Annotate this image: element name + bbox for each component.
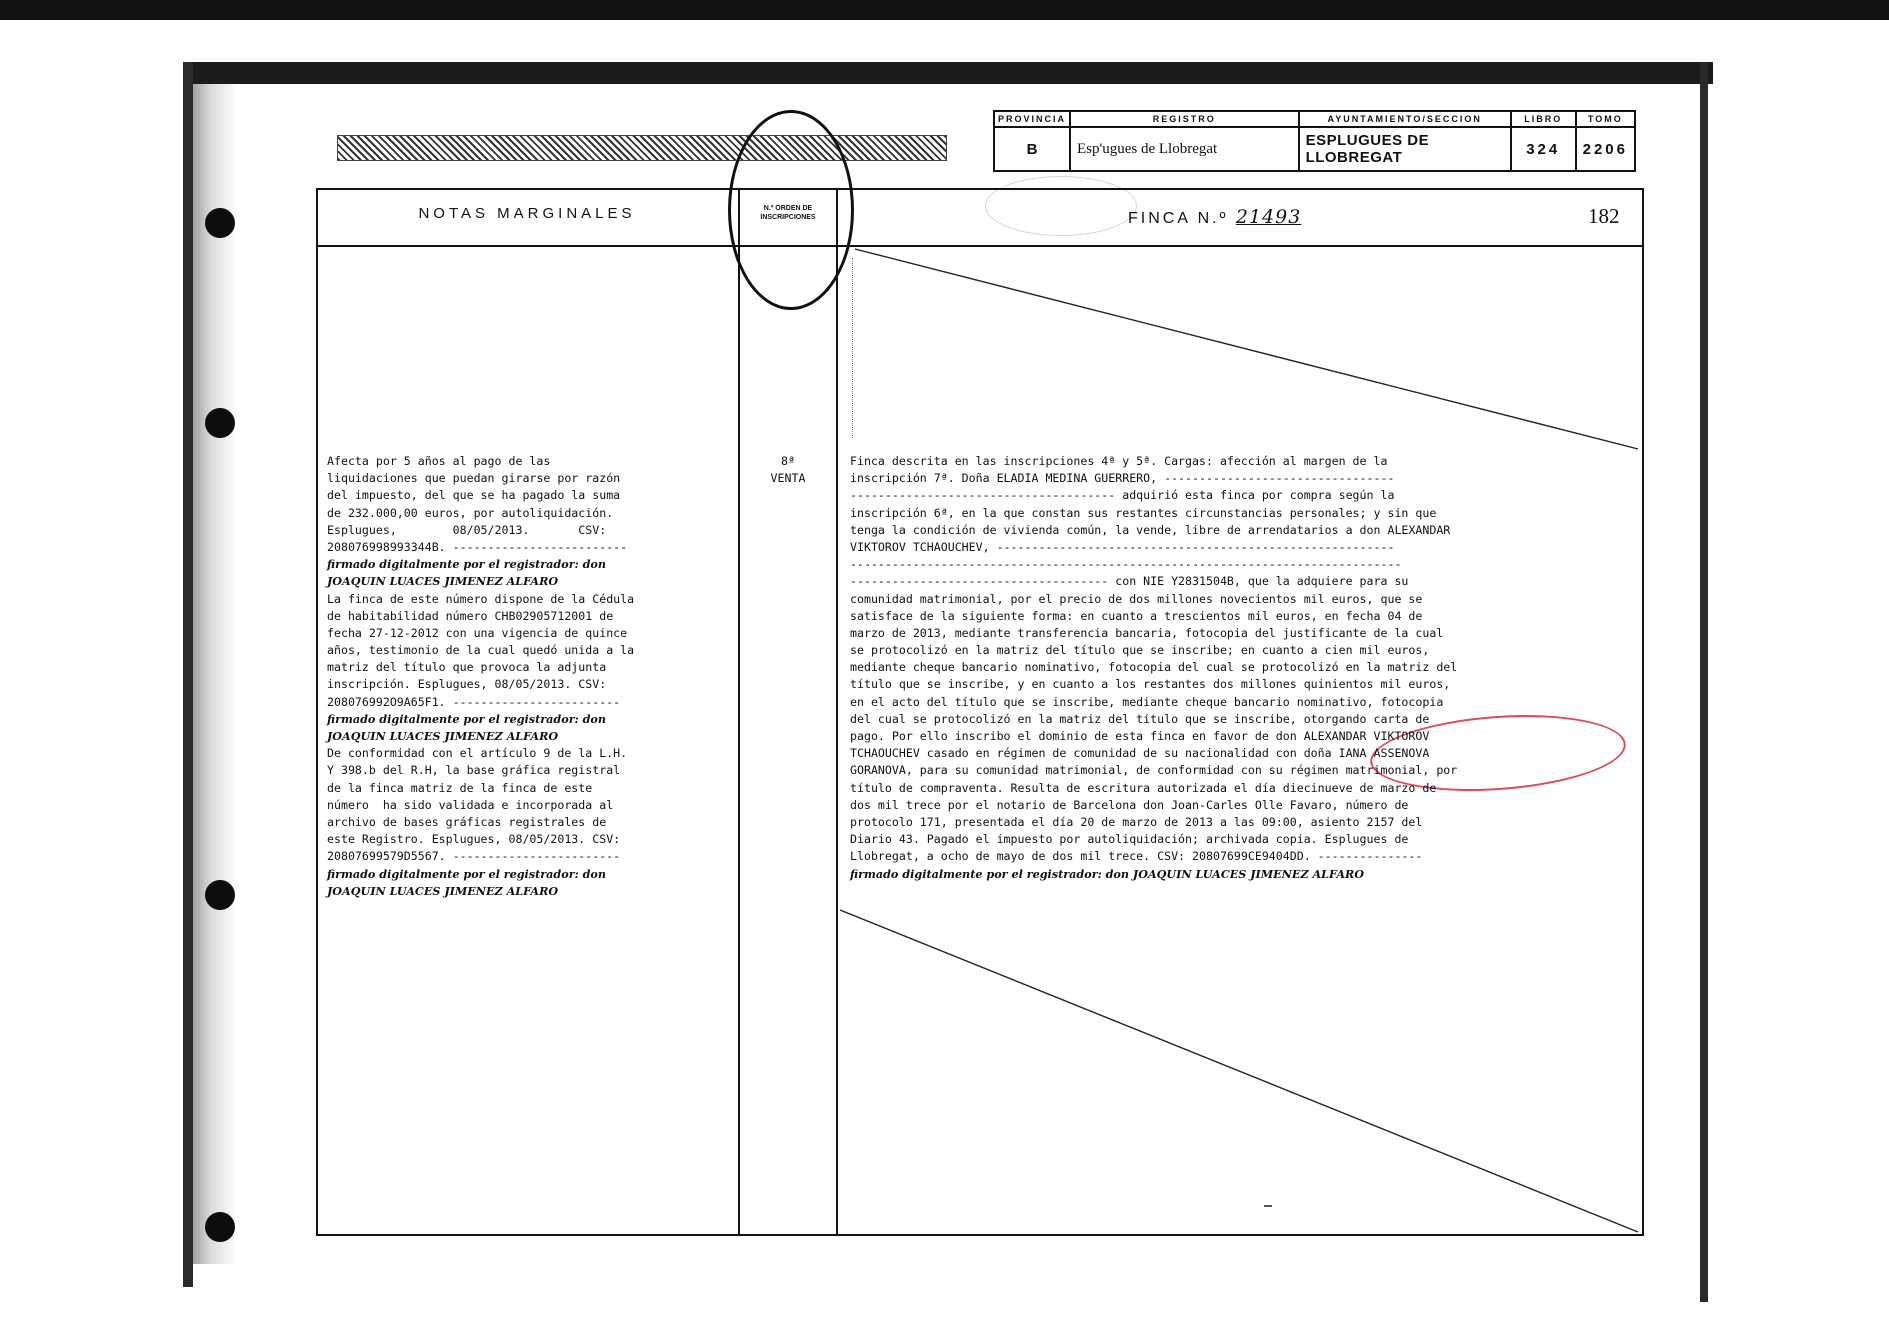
page-number: 182 xyxy=(1588,204,1620,228)
header-registro-label: REGISTRO xyxy=(1070,111,1299,127)
marginal-note-line: de 232.000,00 euros, por autoliquidación. xyxy=(327,505,614,520)
inscription-line: del cual se protocolizó en la matriz del título que se inscribe, otorgando carta de xyxy=(850,711,1430,726)
marginal-note-line: Afecta por 5 años al pago de las xyxy=(327,454,551,468)
cancel-stroke-bottom xyxy=(840,910,1638,1232)
inscription-line: título que se inscribe, y en cuanto a los restantes dos millones quinientos mil euros, xyxy=(850,677,1451,692)
inscription-line: protocolo 171, presentada el día 20 de marzo de 2013 a las 09:00, asiento 2157 del xyxy=(850,814,1423,829)
marginal-note-line: 20807699579D5567. ------------------------ xyxy=(327,849,621,864)
orden-title-line-2: INSCRIPCIONES xyxy=(760,214,816,221)
inscription-line: inscripción 6ª, en la que constan sus restantes circunstancias personales; y sin que xyxy=(850,505,1437,520)
inscription-number: 8ª xyxy=(781,454,795,468)
marginal-note-line: 208076998993344B. ------------------------- xyxy=(327,539,628,554)
header-tomo-value: 2206 xyxy=(1576,127,1635,171)
finca-label: FINCA N.º xyxy=(1128,210,1229,227)
marginal-note-line: JOAQUIN LUACES JIMENEZ ALFARO xyxy=(327,729,559,743)
marginal-note-line: firmado digitalmente por el registrador: don xyxy=(327,557,607,572)
header-ayuntamiento-label: AYUNTAMIENTO/SECCION xyxy=(1299,111,1511,127)
inscription-line: pago. Por ello inscribo el dominio de esta finca en favor de don ALEXANDAR VIKTOROV xyxy=(850,729,1430,743)
marginal-note-line: 208076992O9A65F1. ------------------------ xyxy=(327,694,621,709)
marginal-note-line: firmado digitalmente por el registrador: don xyxy=(327,866,607,881)
inscription-line: marzo de 2013, mediante transferencia bancaria, fotocopia del justificante de la cual xyxy=(850,625,1444,640)
inscription-line: TCHAOUCHEV casado en régimen de comunidad de su nacionalidad con doña IANA ASSENOVA xyxy=(850,746,1430,761)
header-provincia-value: B xyxy=(994,127,1070,171)
header-provincia-label: PROVINCIA xyxy=(994,111,1070,127)
marginal-notes-text xyxy=(327,453,634,900)
inscription-line: ------------------------------------- con NIE Y2831504B, que la adquiere para su xyxy=(850,574,1409,589)
header-registro-value: Esp'ugues de Llobregat xyxy=(1070,127,1299,171)
inscription-order xyxy=(740,453,836,487)
inscription-type: VENTA xyxy=(770,471,806,486)
marginal-note-line: JOAQUIN LUACES JIMENEZ ALFARO xyxy=(327,574,559,589)
marginal-note-line: este Registro. Esplugues, 08/05/2013. CSV: xyxy=(327,832,621,847)
finca-number: 21493 xyxy=(1235,206,1302,228)
inscription-line: Diario 43. Pagado el impuesto por autoliquidación; archivada copia. Esplugues de xyxy=(850,832,1409,847)
inscription-line: mediante cheque bancario nominativo, fotocopia del cual se protocolizó en la matriz del xyxy=(850,660,1458,675)
inscription-line: se protocolizó en la matriz del título que se inscribe; en cuanto a cien mil euros, xyxy=(850,643,1430,658)
marginal-note-line: archivo de bases gráficas registrales de xyxy=(327,814,607,829)
scan-mark xyxy=(1264,1205,1272,1207)
marginal-note-line: fecha 27-12-2012 con una vigencia de quince xyxy=(327,625,628,640)
marginal-note-line: JOAQUIN LUACES JIMENEZ ALFARO xyxy=(327,883,559,898)
inscription-line: Finca descrita en las inscripciones 4ª y 5ª. Cargas: afección al margen de la xyxy=(850,454,1388,468)
cancel-stroke-top xyxy=(855,249,1638,449)
marginal-note-line: De conformidad con el artículo 9 de la L.H. xyxy=(327,746,628,761)
marginal-note-line: liquidaciones que puedan girarse por razón xyxy=(327,471,621,486)
marginal-note-line: firmado digitalmente por el registrador: don xyxy=(327,711,607,726)
marginal-note-line: número ha sido validada e incorporada al xyxy=(327,797,614,812)
notas-marginales-title: NOTAS MARGINALES xyxy=(418,205,636,222)
marginal-note-line: del impuesto, del que se ha pagado la suma xyxy=(327,488,621,503)
inscription-line: inscripción 7ª. Doña ELADIA MEDINA GUERRERO, --------------------------------- xyxy=(850,471,1395,486)
header-tomo-label: TOMO xyxy=(1576,111,1635,127)
inscription-line: dos mil trece por el notario de Barcelona don Joan-Carles Olle Favaro, número de xyxy=(850,797,1409,812)
marginal-note-line: Esplugues, 08/05/2013. CSV: xyxy=(327,522,607,537)
marginal-note-line: de habitabilidad número CHB02905712001 de xyxy=(327,608,614,623)
inscription-body-text xyxy=(850,453,1457,883)
marginal-note-line: de la finca matriz de la finca de este xyxy=(327,780,593,795)
marginal-note-line: inscripción. Esplugues, 08/05/2013. CSV: xyxy=(327,677,607,692)
header-ayuntamiento-value: ESPLUGUES DE LLOBREGAT xyxy=(1299,127,1511,171)
inscription-line: satisface de la siguiente forma: en cuanto a trescientos mil euros, en fecha 04 de xyxy=(850,608,1423,623)
inscription-line: en el acto del título que se inscribe, mediante cheque bancario nominativo, fotocopia xyxy=(850,694,1444,709)
marginal-note-line: La finca de este número dispone de la Cédula xyxy=(327,591,635,606)
marginal-note-line: Y 398.b del R.H, la base gráfica registral xyxy=(327,763,621,778)
inscription-line: Llobregat, a ocho de mayo de dos mil trece. CSV: 20807699CE9404DD. --------------- xyxy=(850,849,1423,864)
inscription-line: firmado digitalmente por el registrador: don JOAQUIN LUACES JIMENEZ ALFARO xyxy=(850,866,1365,881)
inscription-line: tenga la condición de vivienda común, la vende, libre de arrendatarios a don ALEXANDAR xyxy=(850,522,1451,537)
inscription-line: título de compraventa. Resulta de escritura autorizada el día diecinueve de marzo de xyxy=(850,780,1437,795)
inscription-line: -------------------------------------- adquirió esta finca por compra según la xyxy=(850,488,1395,503)
inscription-line: comunidad matrimonial, por el precio de dos millones novecientos mil euros, que se xyxy=(850,591,1423,606)
marginal-note-line: matriz del título que provoca la adjunta xyxy=(327,660,607,675)
inscription-line: ------------------------------------------------------------------------------- xyxy=(850,557,1402,572)
inscription-line: GORANOVA, para su comunidad matrimonial, de conformidad con su régimen matrimonial, por xyxy=(850,763,1458,778)
orden-title-line-1: N.º ORDEN DE xyxy=(763,205,813,212)
inscription-line: VIKTOROV TCHAOUCHEV, --------------------------------------------------------- xyxy=(850,539,1395,554)
header-libro-label: LIBRO xyxy=(1511,111,1576,127)
marginal-note-line: años, testimonio de la cual quedó unida a la xyxy=(327,643,635,658)
header-libro-value: 324 xyxy=(1511,127,1576,171)
